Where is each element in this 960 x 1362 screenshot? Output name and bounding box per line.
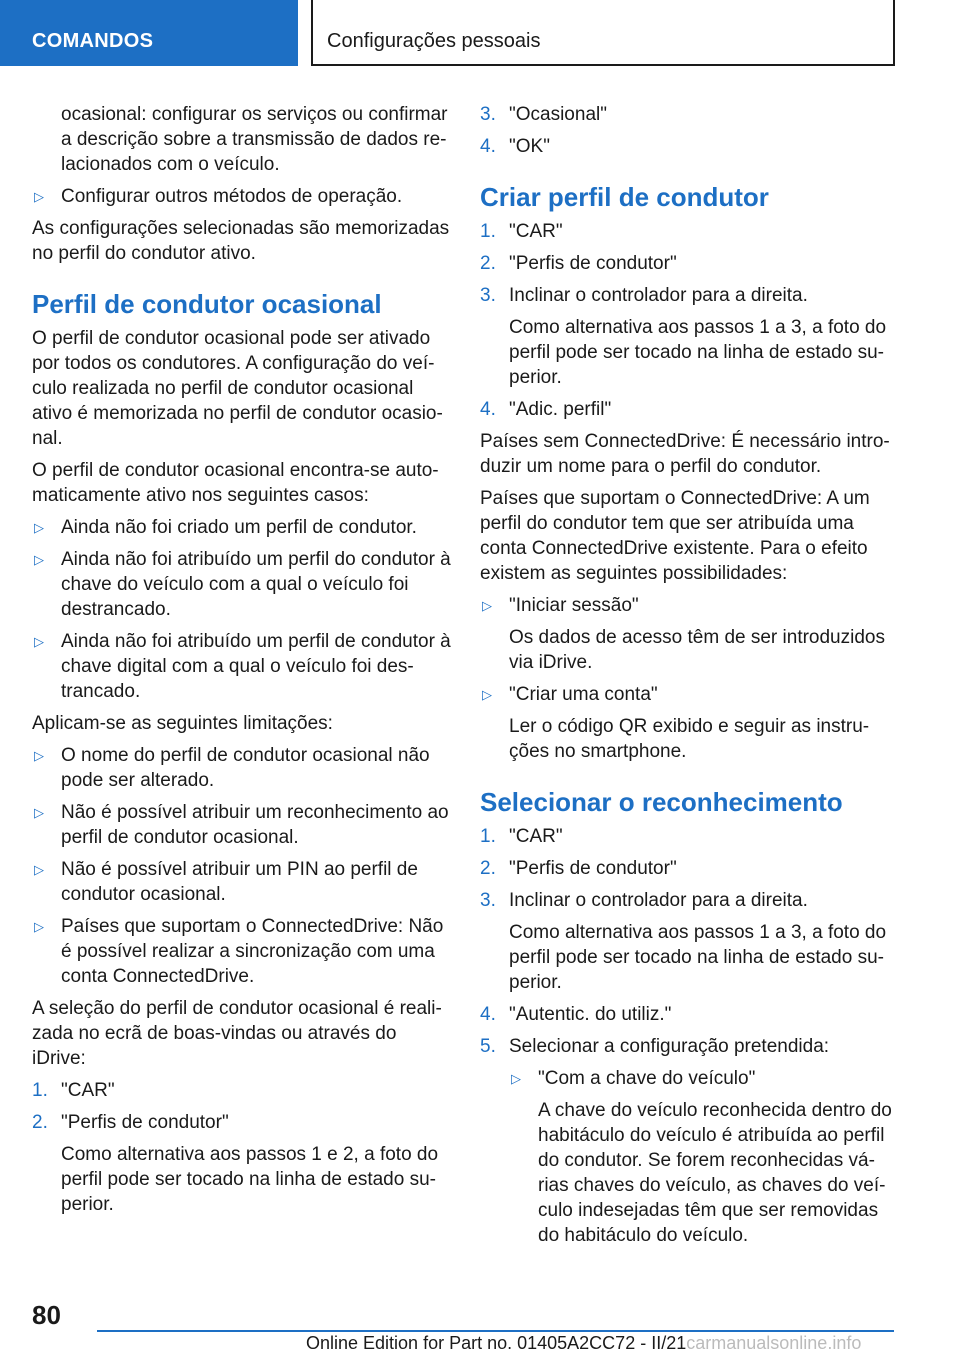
list-item-text: Não é possível atribuir um reconhecimento ao perfil de condutor ocasional. — [61, 802, 449, 848]
list-item — [480, 682, 898, 707]
step-item — [480, 397, 898, 422]
step-number: 4. — [480, 136, 496, 157]
step-text: "Perfis de condutor" — [509, 253, 677, 274]
list-item-text: Ainda não foi atribuído um perfil do condutor à chave do veículo com a qual o veículo foi destrancado. — [61, 549, 451, 620]
triangle-bullet-icon: ▷ — [482, 598, 492, 613]
section-heading-create-profile: Criar perfil de condutor — [480, 182, 769, 212]
page-header — [0, 0, 960, 66]
step-number: 3. — [480, 285, 496, 306]
right-column — [480, 102, 898, 1255]
step-item — [480, 824, 898, 849]
step-text: Inclinar o controlador para a direita. — [509, 890, 808, 911]
triangle-bullet-icon: ▷ — [511, 1071, 521, 1086]
step-item — [480, 1002, 898, 1027]
step-text: "Perfis de condutor" — [61, 1112, 229, 1133]
step-number: 1. — [480, 221, 496, 242]
list-item-text: Ainda não foi atribuído um perfil de condutor à chave digital com a qual o veículo foi des-trancado. — [61, 631, 451, 702]
step-item — [480, 251, 898, 276]
list-item — [32, 629, 452, 704]
step-text: "Ocasional" — [509, 104, 607, 125]
step-text: Selecionar a configuração pretendida: — [509, 1036, 830, 1057]
step-number: 3. — [480, 104, 496, 125]
edition-text: Online Edition for Part no. 01405A2CC72 - II/21 — [306, 1333, 687, 1353]
step-number: 5. — [480, 1036, 496, 1057]
watermark-text: carmanualsonline.info — [686, 1333, 862, 1353]
step-number: 4. — [480, 1004, 496, 1025]
paragraph: Países sem ConnectedDrive: É necessário intro-duzir um nome para o perfil do condutor. — [480, 431, 890, 477]
left-column — [32, 102, 452, 1224]
list-item-text: "Iniciar sessão" — [509, 595, 639, 616]
triangle-bullet-icon: ▷ — [34, 520, 44, 535]
list-item-text: Configurar outros métodos de operação. — [61, 186, 403, 207]
paragraph: O perfil de condutor ocasional pode ser ativado por todos os condutores. A configuração do veí-culo realizada no perfil de condutor ocasional ativo é memorizada no perfil de condutor ocasio-nal. — [32, 328, 443, 449]
step-number: 1. — [32, 1080, 48, 1101]
paragraph: Aplicam-se as seguintes limitações: — [32, 713, 333, 734]
triangle-bullet-icon: ▷ — [34, 748, 44, 763]
list-item — [32, 547, 452, 622]
step-text: "Perfis de condutor" — [509, 858, 677, 879]
step-text: Inclinar o controlador para a direita. — [509, 285, 808, 306]
triangle-bullet-icon: ▷ — [34, 919, 44, 934]
step-item — [480, 856, 898, 881]
step-text: "Autentic. do utiliz." — [509, 1004, 672, 1025]
triangle-bullet-icon: ▷ — [34, 552, 44, 567]
list-item-note: Os dados de acesso têm de ser introduzidos via iDrive. — [509, 627, 885, 673]
triangle-bullet-icon: ▷ — [34, 634, 44, 649]
list-item — [32, 857, 452, 907]
step-number: 2. — [480, 253, 496, 274]
list-item-text: Países que suportam o ConnectedDrive: Não é possível realizar a sincronização com uma conta ConnectedDrive. — [61, 916, 444, 987]
triangle-bullet-icon: ▷ — [482, 687, 492, 702]
intro-continuation: ocasional: configurar os serviços ou confirmar a descrição sobre a transmissão de dados re-lacionados com o veículo. — [61, 104, 448, 175]
list-item — [32, 914, 452, 989]
triangle-bullet-icon: ▷ — [34, 189, 44, 204]
list-item — [32, 800, 452, 850]
list-item-text: Não é possível atribuir um PIN ao perfil de condutor ocasional. — [61, 859, 418, 905]
nested-item-note: A chave do veículo reconhecida dentro do habitáculo do veículo é atribuída ao perfil do condutor. Se forem reconhecidas vá-rias chaves do veículo, as chaves do veí-culo indesejadas têm que ser removidas do habitáculo do veículo. — [538, 1100, 892, 1246]
footer-rule — [97, 1330, 894, 1332]
triangle-bullet-icon: ▷ — [34, 805, 44, 820]
step-note: Como alternativa aos passos 1 a 3, a foto do perfil pode ser tocado na linha de estado su-perior. — [509, 317, 887, 388]
paragraph: A seleção do perfil de condutor ocasional é reali-zada no ecrã de boas-vindas ou através do iDrive: — [32, 998, 442, 1069]
list-item-text: Ainda não foi criado um perfil de condutor. — [61, 517, 417, 538]
step-item — [480, 134, 898, 159]
step-number: 2. — [480, 858, 496, 879]
list-item-text: "Com a chave do veículo" — [538, 1068, 756, 1089]
list-item-text: O nome do perfil de condutor ocasional não pode ser alterado. — [61, 745, 430, 791]
step-text: "Adic. perfil" — [509, 399, 612, 420]
chapter-title: Configurações pessoais — [311, 0, 895, 66]
paragraph: O perfil de condutor ocasional encontra-se auto-maticamente ativo nos seguintes casos: — [32, 460, 439, 506]
list-item — [480, 593, 898, 618]
footer-edition — [306, 1333, 861, 1354]
step-item — [32, 1078, 452, 1103]
step-note: Como alternativa aos passos 1 e 2, a foto do perfil pode ser tocado na linha de estado su-perior. — [61, 1144, 439, 1215]
step-number: 3. — [480, 890, 496, 911]
step-text: "CAR" — [509, 826, 563, 847]
list-item-text: "Criar uma conta" — [509, 684, 658, 705]
step-number: 2. — [32, 1112, 48, 1133]
step-text: "CAR" — [61, 1080, 115, 1101]
step-item — [32, 1110, 452, 1135]
paragraph: As configurações selecionadas são memorizadas no perfil do condutor ativo. — [32, 218, 450, 264]
list-item — [32, 184, 452, 209]
step-number: 1. — [480, 826, 496, 847]
step-item — [480, 219, 898, 244]
section-heading-select-recognition: Selecionar o reconhecimento — [480, 787, 843, 817]
step-item — [480, 1034, 898, 1059]
paragraph: Países que suportam o ConnectedDrive: A um perfil do condutor tem que ser atribuída uma conta ConnectedDrive existente. Para o efeito existem as seguintes possibilidades: — [480, 488, 870, 584]
step-number: 4. — [480, 399, 496, 420]
step-item — [480, 283, 898, 308]
step-text: "OK" — [509, 136, 550, 157]
nested-list-item — [480, 1066, 898, 1091]
step-note: Como alternativa aos passos 1 a 3, a foto do perfil pode ser tocado na linha de estado su-perior. — [509, 922, 887, 993]
page-number: 80 — [32, 1300, 61, 1330]
section-heading-guest-profile: Perfil de condutor ocasional — [32, 289, 382, 319]
list-item — [32, 743, 452, 793]
list-item-note: Ler o código QR exibido e seguir as instru-ções no smartphone. — [509, 716, 870, 762]
step-text: "CAR" — [509, 221, 563, 242]
triangle-bullet-icon: ▷ — [34, 862, 44, 877]
section-tab: COMANDOS — [0, 0, 298, 66]
step-item — [480, 888, 898, 913]
list-item — [32, 515, 452, 540]
step-item — [480, 102, 898, 127]
